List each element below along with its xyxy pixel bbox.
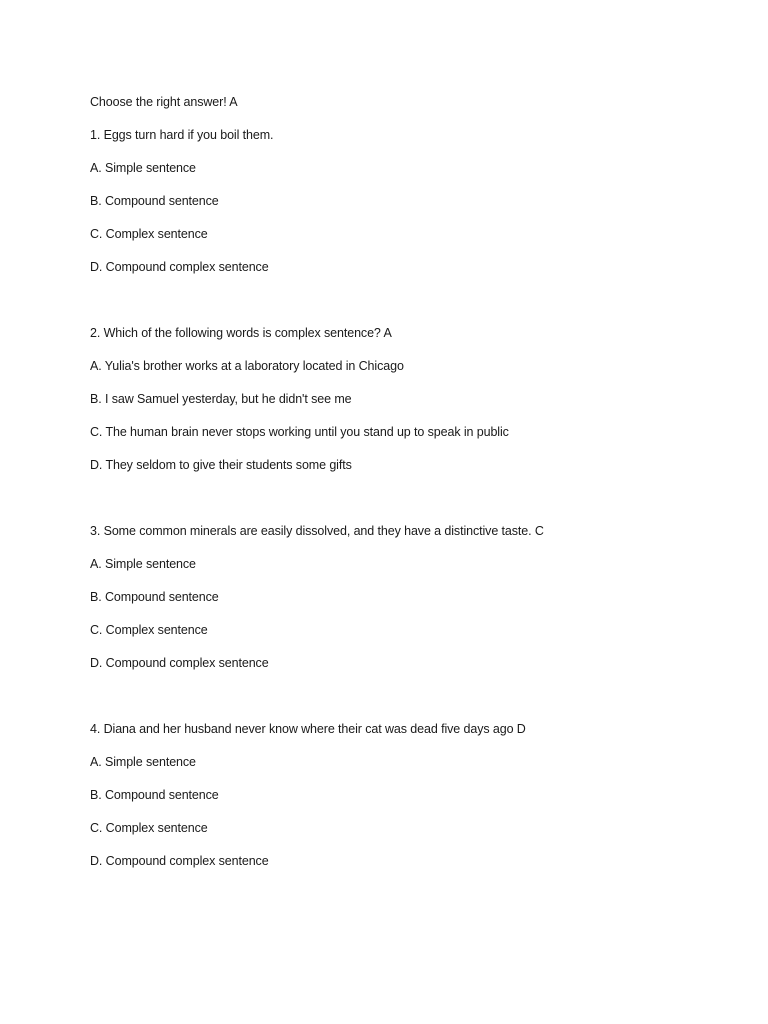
answer-option: B. Compound sentence (90, 788, 219, 802)
quiz-content (90, 92, 730, 884)
answer-option: D. Compound complex sentence (90, 656, 269, 670)
answer-option: C. Complex sentence (90, 821, 208, 835)
answer-option: C. The human brain never stops working until you stand up to speak in public (90, 425, 509, 439)
answer-option: D. They seldom to give their students some gifts (90, 458, 352, 472)
question-text: 2. Which of the following words is complex sentence? A (90, 326, 392, 340)
answer-option: A. Simple sentence (90, 755, 196, 769)
question-block (90, 323, 730, 475)
question-spacer (90, 686, 730, 719)
question-block (90, 125, 730, 277)
answer-option: B. Compound sentence (90, 590, 219, 604)
answer-option: A. Simple sentence (90, 557, 196, 571)
question-text: 1. Eggs turn hard if you boil them. (90, 128, 274, 142)
answer-option: B. I saw Samuel yesterday, but he didn't see me (90, 392, 352, 406)
question-text: 3. Some common minerals are easily dissolved, and they have a distinctive taste. C (90, 524, 544, 538)
answer-option: B. Compound sentence (90, 194, 219, 208)
question-block (90, 719, 730, 871)
question-block (90, 521, 730, 673)
answer-option: A. Yulia's brother works at a laboratory located in Chicago (90, 359, 404, 373)
answer-option: A. Simple sentence (90, 161, 196, 175)
answer-option: C. Complex sentence (90, 623, 208, 637)
question-spacer (90, 290, 730, 323)
answer-option: C. Complex sentence (90, 227, 208, 241)
answer-option: D. Compound complex sentence (90, 260, 269, 274)
instruction-heading: Choose the right answer! A (90, 95, 238, 109)
answer-option: D. Compound complex sentence (90, 854, 269, 868)
question-spacer (90, 488, 730, 521)
question-text: 4. Diana and her husband never know where their cat was dead five days ago D (90, 722, 526, 736)
